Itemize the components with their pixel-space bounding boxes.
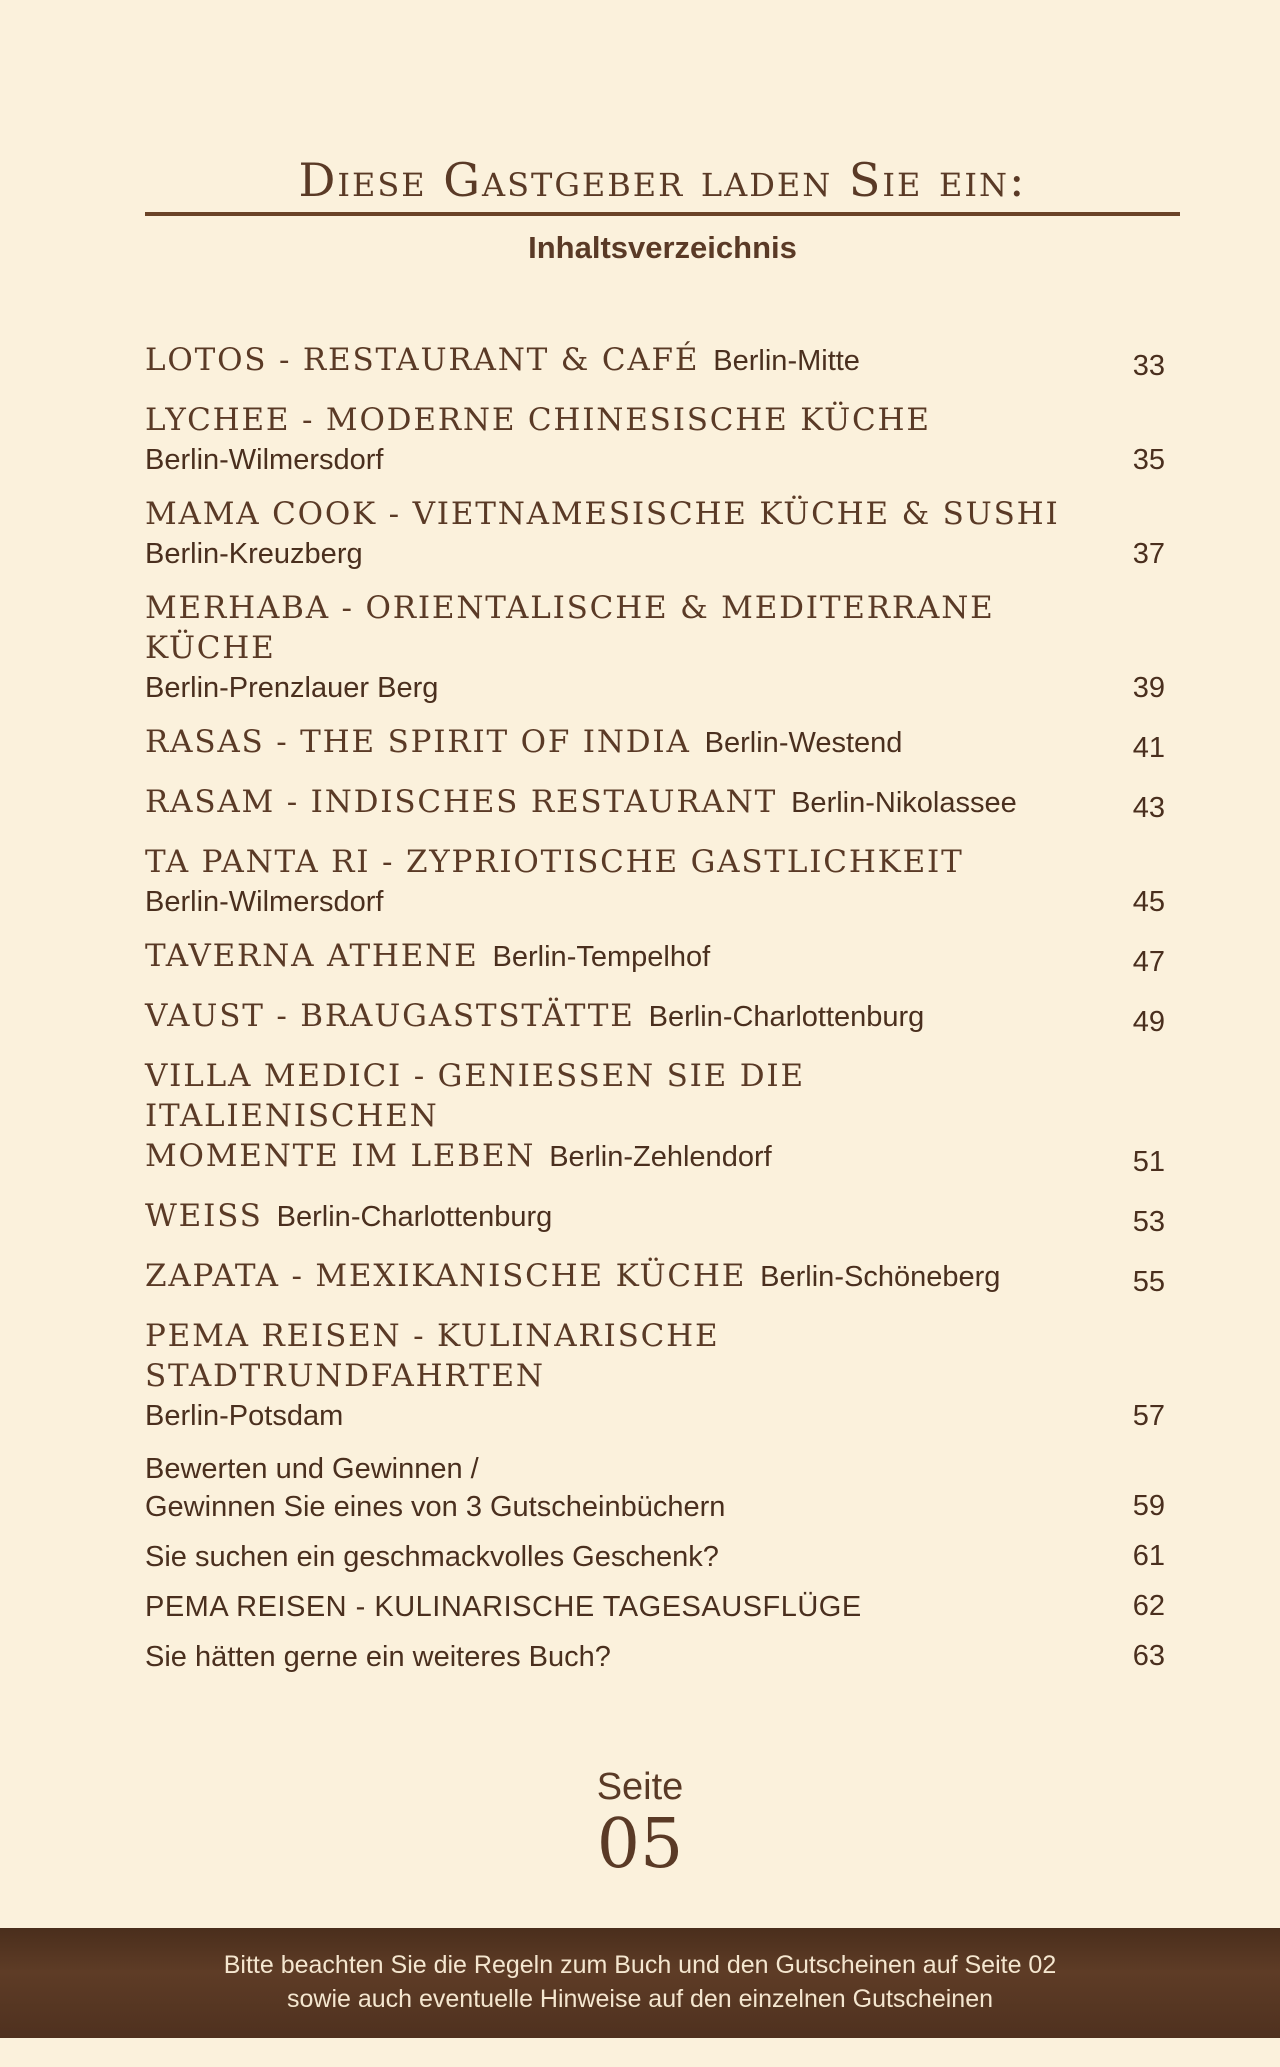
toc-entry-name: WEISS [145, 1198, 263, 1234]
toc-entry-text: PEMA REISEN - KULINARISCHE TAGESAUSFLÜGE [145, 1591, 862, 1623]
toc-entry-page: 62 [1132, 1590, 1165, 1622]
toc-entry-page: 57 [1132, 1400, 1165, 1432]
toc-entry-pema-reisen-stadtrundfahrten[interactable] [145, 1316, 1165, 1436]
toc-entry-text: Sie suchen ein geschmackvolles Geschenk? [145, 1541, 719, 1573]
toc-entry-vaust[interactable] [145, 996, 1165, 1042]
toc-entry-name: RASAM - INDISCHES RESTAURANT [145, 784, 778, 820]
toc-entry-name: ZAPATA - MEXIKANISCHE KÜCHE [145, 1258, 747, 1294]
toc-entry-location: Berlin-Potsdam [145, 1400, 344, 1432]
toc-entry-text-line2: Gewinnen Sie eines von 3 Gutscheinbüchern [145, 1491, 726, 1523]
toc-entry-location: Berlin-Charlottenburg [276, 1201, 553, 1233]
toc-entry-villa-medici[interactable] [145, 1056, 1165, 1182]
notice-line-2: sowie auch eventuelle Hinweise auf den einzelnen Gutscheinen [286, 1985, 994, 2013]
toc-entry-location: Berlin-Wilmersdorf [145, 444, 384, 476]
toc-entry-page: 53 [1132, 1206, 1165, 1238]
toc-entry-taverna-athene[interactable] [145, 936, 1165, 982]
page-subtitle: Inhaltsverzeichnis [528, 230, 797, 265]
table-of-contents [145, 340, 1165, 1688]
toc-entry-name: LOTOS - RESTAURANT & CAFÉ [145, 342, 700, 378]
toc-entry-text-line1: Bewerten und Gewinnen / [145, 1453, 479, 1485]
toc-entry-name-line2: MOMENTE IM LEBEN [145, 1138, 536, 1174]
toc-entry-ta-panta-ri[interactable] [145, 842, 1165, 922]
toc-entry-name: RASAS - THE SPIRIT OF INDIA [145, 724, 691, 760]
toc-entry-merhaba[interactable] [145, 588, 1165, 708]
toc-entry-location: Berlin-Charlottenburg [648, 1001, 925, 1033]
toc-entry-location: Berlin-Zehlendorf [549, 1141, 772, 1173]
toc-entry-page: 51 [1132, 1146, 1165, 1178]
toc-entry-page: 63 [1132, 1640, 1165, 1672]
toc-entry-page: 55 [1132, 1266, 1165, 1298]
toc-entry-rasam[interactable] [145, 782, 1165, 828]
toc-entry-page: 49 [1132, 1006, 1165, 1038]
toc-entry-geschenk[interactable] [145, 1538, 1165, 1576]
toc-entry-name-line1: VILLA MEDICI - GENIESSEN SIE DIE ITALIENISCHEN [145, 1058, 805, 1134]
toc-entry-bewerten-gewinnen[interactable] [145, 1450, 1165, 1526]
toc-entry-page: 33 [1132, 350, 1165, 382]
toc-entry-location: Berlin-Wilmersdorf [145, 886, 384, 918]
page-label: Seite [596, 1766, 684, 1808]
toc-entry-name: VAUST - BRAUGASTSTÄTTE [145, 998, 635, 1034]
toc-entry-location: Berlin-Kreuzberg [145, 538, 363, 570]
toc-entry-page: 43 [1132, 792, 1165, 824]
toc-entry-location: Berlin-Nikolassee [791, 787, 1017, 819]
toc-entry-name: LYCHEE - MODERNE CHINESISCHE KÜCHE [145, 402, 931, 438]
page-title: Diese Gastgeber laden Sie ein: [298, 153, 1027, 207]
toc-entry-location: Berlin-Tempelhof [492, 941, 711, 973]
toc-entry-page: 41 [1132, 732, 1165, 764]
page-header [145, 150, 1180, 266]
toc-entry-name: PEMA REISEN - KULINARISCHE STADTRUNDFAHRTEN [145, 1318, 720, 1394]
toc-entry-name: MERHABA - ORIENTALISCHE & MEDITERRANE KÜCHE [145, 590, 995, 666]
toc-entry-page: 39 [1132, 672, 1165, 704]
toc-entry-page: 45 [1132, 886, 1165, 918]
toc-entry-location: Berlin-Westend [704, 727, 903, 759]
toc-entry-name: TAVERNA ATHENE [145, 938, 479, 974]
page-number: 05 [596, 1805, 684, 1884]
toc-entry-page: 47 [1132, 946, 1165, 978]
toc-entry-weiss[interactable] [145, 1196, 1165, 1242]
toc-entry-weiteres-buch[interactable] [145, 1638, 1165, 1676]
page-number-block [0, 1765, 1280, 1884]
toc-entry-page: 61 [1132, 1540, 1165, 1572]
rules-notice-banner [0, 1928, 1280, 2038]
toc-entry-location: Berlin-Prenzlauer Berg [145, 672, 439, 704]
toc-entry-mama-cook[interactable] [145, 494, 1165, 574]
notice-line-1: Bitte beachten Sie die Regeln zum Buch und den Gutscheinen auf Seite 02 [223, 1951, 1057, 1979]
toc-entry-location: Berlin-Schöneberg [760, 1261, 1001, 1293]
toc-entry-rasas[interactable] [145, 722, 1165, 768]
toc-entry-pema-reisen-tagesausfluege[interactable] [145, 1588, 1165, 1626]
toc-entry-page: 59 [1132, 1490, 1165, 1522]
toc-entry-page: 35 [1132, 444, 1165, 476]
toc-entry-zapata[interactable] [145, 1256, 1165, 1302]
toc-entry-location: Berlin-Mitte [713, 345, 860, 377]
toc-entry-name: MAMA COOK - VIETNAMESISCHE KÜCHE & SUSHI [145, 496, 1060, 532]
toc-entry-name: TA PANTA RI - ZYPRIOTISCHE GASTLICHKEIT [145, 844, 964, 880]
title-divider [145, 212, 1180, 216]
toc-entry-page: 37 [1132, 538, 1165, 570]
toc-entry-lotos[interactable] [145, 340, 1165, 386]
toc-entry-text: Sie hätten gerne ein weiteres Buch? [145, 1641, 611, 1673]
toc-entry-lychee[interactable] [145, 400, 1165, 480]
